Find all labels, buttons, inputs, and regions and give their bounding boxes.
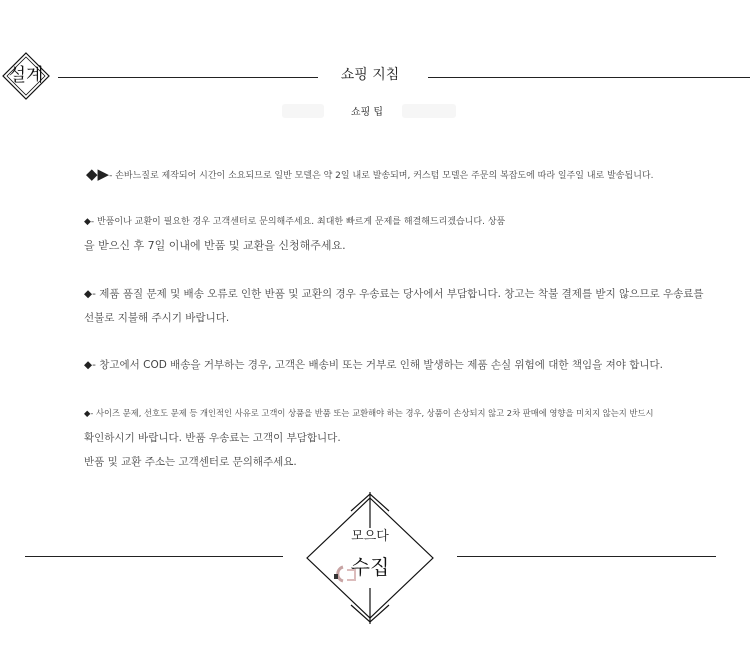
- tip-text: - 사이즈 문제, 선호도 문제 등 개인적인 사유로 고객이 상품을 반품 또는 교환해야 하는 경우, 상품이 손상되지 않고 2차 판매에 영향을 미치지 않는지 반드시: [90, 408, 654, 418]
- tip-item: [84, 406, 724, 420]
- tip-text-continued: 확인하시기 바랍니다. 반품 우송료는 고객이 부담합니다.: [84, 432, 341, 444]
- bullet-diamond-icon: ◆▶: [86, 165, 110, 183]
- bullet-diamond-icon: ◆: [84, 408, 91, 418]
- footer-top-label: 모으다: [351, 529, 389, 544]
- footer-bottom-label: 수집: [350, 555, 390, 579]
- tip-text-continued: 을 받으신 후 7일 이내에 반품 및 교환을 신청해주세요.: [84, 239, 346, 252]
- tip-text-continued: 반품 및 교환 주소는 고객센터로 문의해주세요.: [84, 456, 297, 468]
- faded-decoration-right: [402, 104, 456, 118]
- tip-item: [86, 166, 726, 184]
- tip-text: - 창고에서 COD 배송을 거부하는 경우, 고객은 배송비 또는 거부로 인해 발생하는 제품 손실 위험에 대한 책임을 져야 합니다.: [92, 359, 664, 371]
- tip-text: - 손바느질로 제작되어 시간이 소요되므로 일반 모델은 약 2일 내로 발송되며, 커스텀 모델은 주문의 복잡도에 따라 일주일 내로 발송됩니다.: [109, 171, 654, 181]
- header-badge-label: 설계: [8, 65, 44, 86]
- page-subtitle: 쇼핑 팁: [350, 107, 384, 118]
- tip-item: [84, 215, 724, 229]
- footer-rule-left: [25, 556, 283, 557]
- bullet-diamond-icon: ◆: [84, 217, 91, 227]
- tip-text-continued: 선불로 지불해 주시기 바랍니다.: [84, 312, 230, 324]
- tip-text: - 제품 품질 문제 및 배송 오류로 인한 반품 및 교환의 경우 우송료는 당사에서 부담합니다. 창고는 착불 결제를 받지 않으므로 우송료를: [92, 288, 704, 300]
- header-diamond-badge: [2, 52, 50, 100]
- page-title: 쇼핑 지침: [340, 67, 400, 83]
- footer-rule-right: [457, 556, 716, 557]
- bullet-diamond-icon: ◆: [84, 288, 93, 300]
- bullet-diamond-icon: ◆: [84, 359, 93, 371]
- footer-diamond-badge: [305, 492, 435, 624]
- header-rule-left: [58, 77, 318, 78]
- tip-item: [84, 286, 724, 302]
- header-rule-right: [428, 77, 750, 78]
- tip-text: - 반품이나 교환이 필요한 경우 고객센터로 문의해주세요. 최대한 빠르게 문제를 해결해드리겠습니다. 상품: [90, 217, 506, 227]
- tip-item: [84, 357, 724, 373]
- faded-decoration-left: [282, 104, 324, 118]
